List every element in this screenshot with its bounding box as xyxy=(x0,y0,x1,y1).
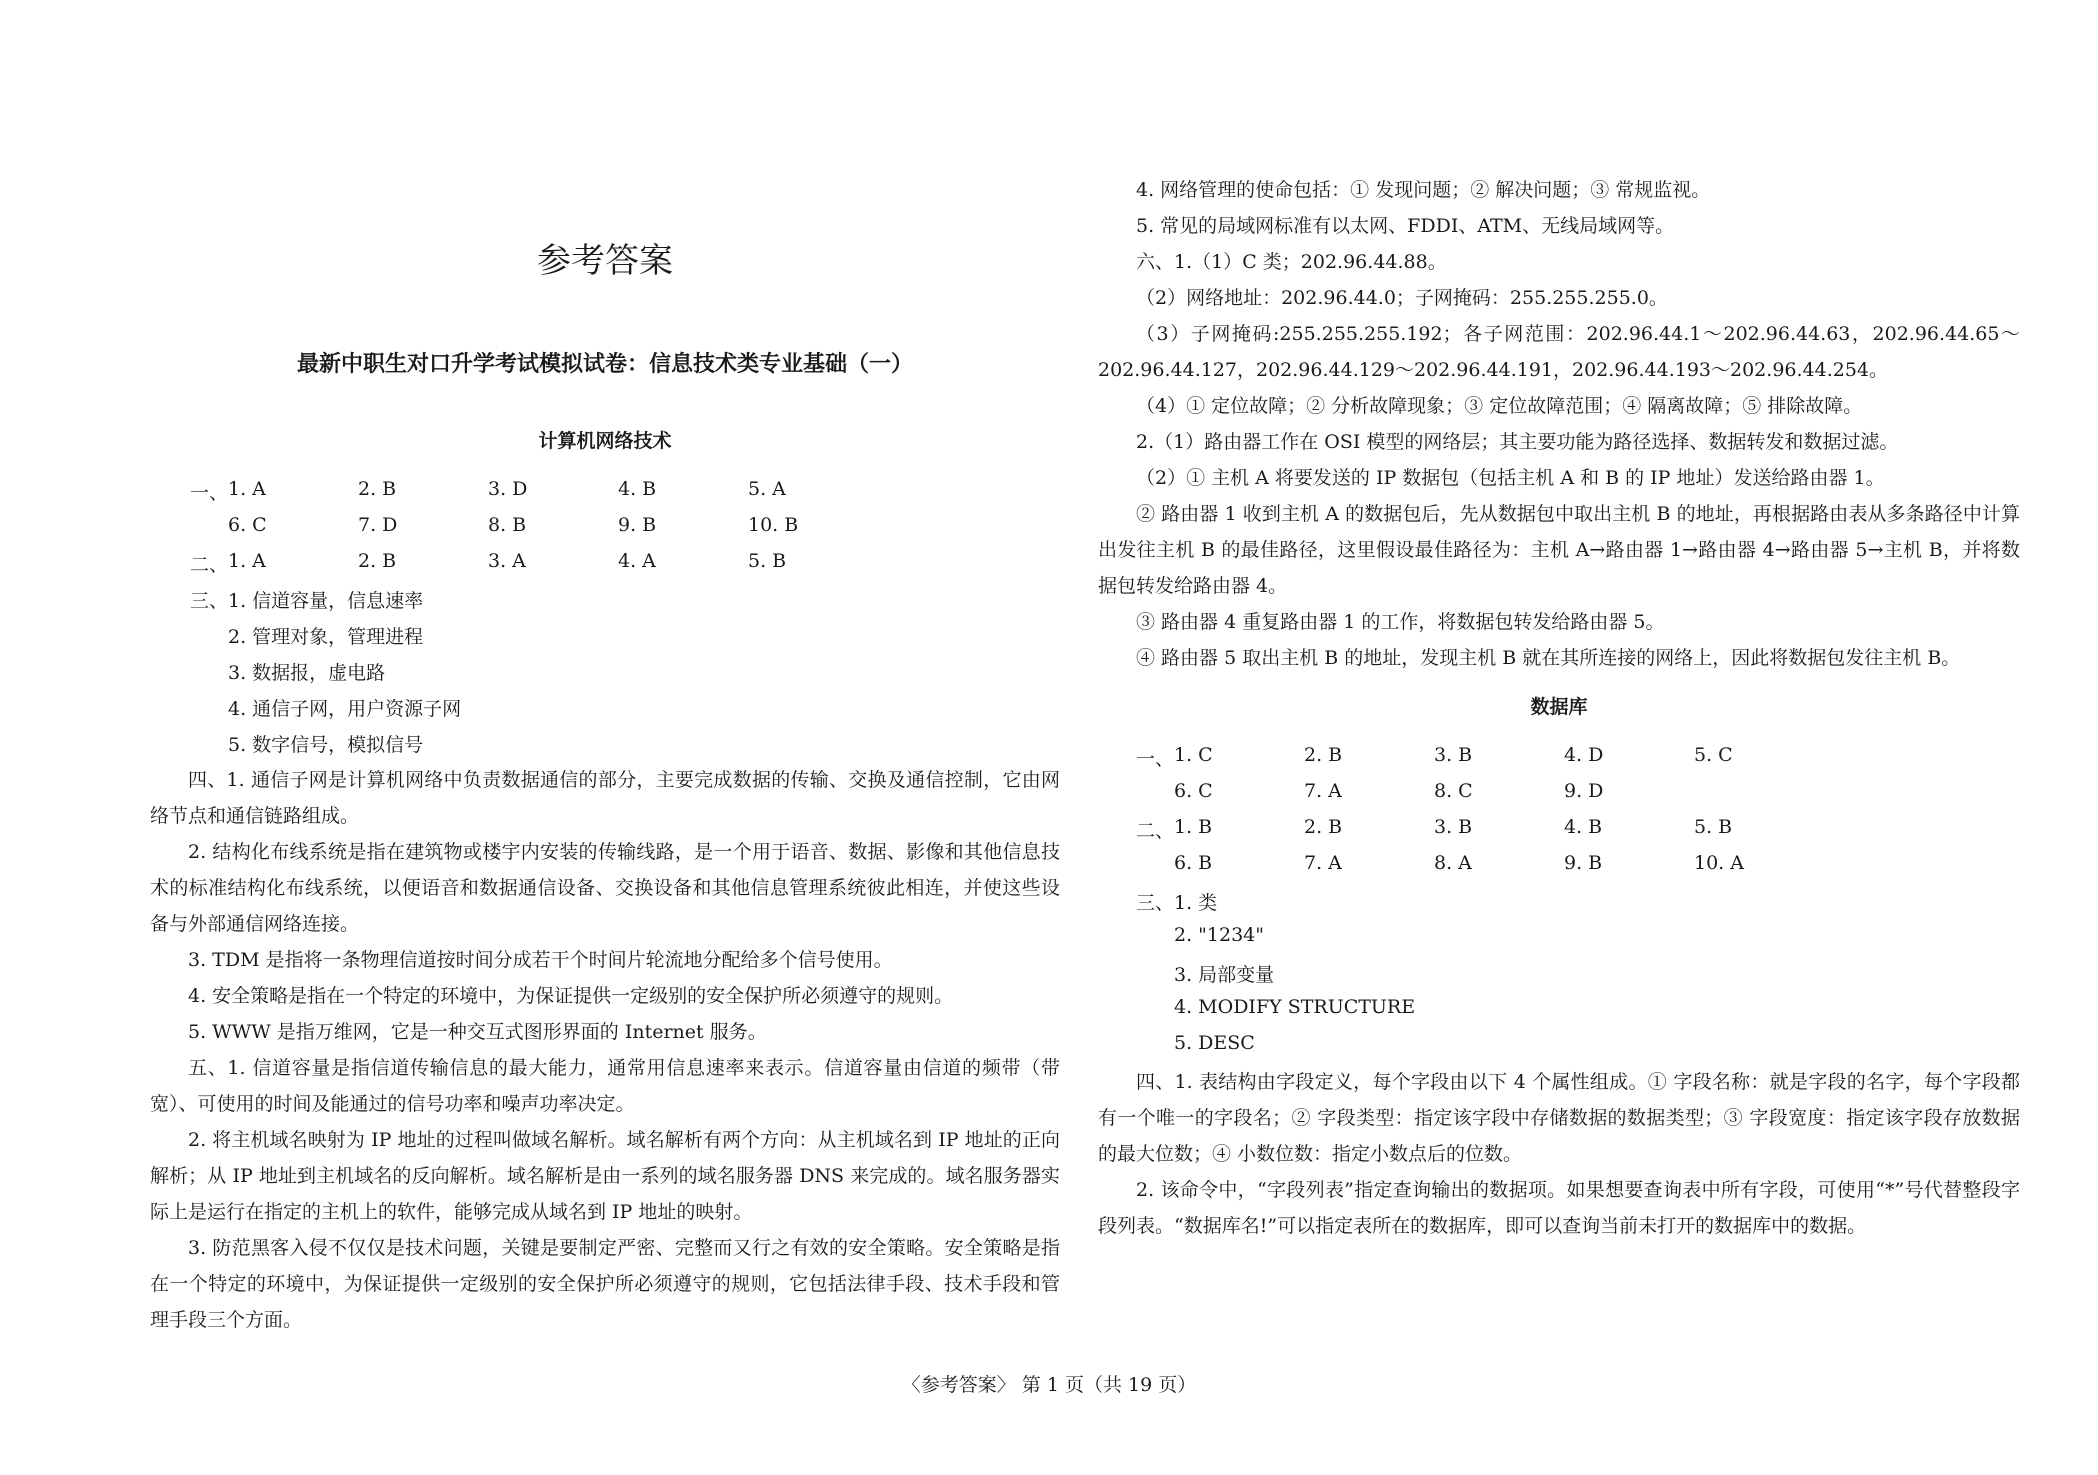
answer: 10. B xyxy=(748,514,799,536)
paragraph: 2.（1）路由器工作在 OSI 模型的网络层；其主要功能为路径选择、数据转发和数据过滤。 xyxy=(1136,431,1899,453)
fill-answer: 2. "1234" xyxy=(1174,924,1264,946)
paragraph: 四、1. 表结构由字段定义，每个字段由以下 4 个属性组成。① 字段名称：就是字段的名字，每个字段都有一个唯一的字段名；② 字段类型：指定该字段中存储数据的数据类型；③ 字段宽度：指定该字段存放数据的最大位数；④ 小数位数：指定小数点后的位数。 xyxy=(1098,1071,2020,1165)
answer: 6. C xyxy=(228,514,267,536)
paragraph: （4）① 定位故障；② 分析故障现象；③ 定位故障范围；④ 隔离故障；⑤ 排除故障。 xyxy=(1136,395,1863,417)
answer: 4. B xyxy=(1564,816,1603,838)
paragraph: （2）① 主机 A 将要发送的 IP 数据包（包括主机 A 和 B 的 IP 地址）发送给路由器 1。 xyxy=(1136,467,1885,489)
page-title: 参考答案 xyxy=(537,241,673,281)
paragraph: 5. 常见的局域网标准有以太网、FDDI、ATM、无线局域网等。 xyxy=(1136,215,1675,237)
answer: 4. D xyxy=(1564,744,1604,766)
answer: 3. D xyxy=(488,478,528,500)
paragraph: 4. 安全策略是指在一个特定的环境中，为保证提供一定级别的安全保护所必须遵守的规则。 xyxy=(188,985,954,1007)
answer: 7. D xyxy=(358,514,398,536)
answer: 1. B xyxy=(1174,816,1213,838)
paragraph: 3. TDM 是指将一条物理信道按时间分成若干个时间片轮流地分配给多个信号使用。 xyxy=(188,949,893,971)
fill-answer: 3. 数据报，虚电路 xyxy=(228,662,386,684)
answer: 5. A xyxy=(748,478,786,500)
fill-prefix: 三、 xyxy=(1136,892,1175,914)
paragraph: 2. 将主机域名映射为 IP 地址的过程叫做域名解析。域名解析有两个方向：从主机域名到 IP 地址的正向解析；从 IP 地址到主机域名的反向解析。域名解析是由一系列的域名服务器 DNS 来完成的。域名服务器实际上是运行在指定的主机上的软件，能够完成从域名到 IP 地址的映射。 xyxy=(150,1129,1060,1223)
exam-title: 最新中职生对口升学考试模拟试卷：信息技术类专业基础（一） xyxy=(296,352,913,377)
fill-answer: 5. 数字信号，模拟信号 xyxy=(228,734,424,756)
answer: 8. C xyxy=(1434,780,1473,802)
paragraph: 四、1. 通信子网是计算机网络中负责数据通信的部分，主要完成数据的传输、交换及通信控制，它由网络节点和通信链路组成。 xyxy=(150,769,1060,827)
section-heading-database: 数据库 xyxy=(1530,696,1588,718)
answer: 6. B xyxy=(1174,852,1213,874)
answer: 2. B xyxy=(358,478,397,500)
paragraph: ③ 路由器 4 重复路由器 1 的工作，将数据包转发给路由器 5。 xyxy=(1136,611,1665,633)
paragraph: ② 路由器 1 收到主机 A 的数据包后，先从数据包中取出主机 B 的地址，再根据路由表从多条路径中计算出发往主机 B 的最佳路径，这里假设最佳路径为：主机 A→路由器 1→路由器 4→路由器 5→主机 B，并将数据包转发给路由器 4。 xyxy=(1098,503,2020,597)
answer: 3. A xyxy=(488,550,526,572)
answer: 5. B xyxy=(748,550,787,572)
answer: 1. C xyxy=(1174,744,1213,766)
fill-answer: 2. 管理对象，管理进程 xyxy=(228,626,424,648)
answer: 4. B xyxy=(618,478,657,500)
network-short-answers xyxy=(150,762,1060,1338)
fill-answer: 4. 通信子网，用户资源子网 xyxy=(228,698,462,720)
answer: 7. A xyxy=(1304,852,1342,874)
section-heading-network: 计算机网络技术 xyxy=(538,430,672,452)
answer: 5. B xyxy=(1694,816,1733,838)
answer: 3. B xyxy=(1434,816,1473,838)
fill-answer: 5. DESC xyxy=(1174,1032,1255,1054)
answer: 7. A xyxy=(1304,780,1342,802)
paragraph: 5. WWW 是指万维网，它是一种交互式图形界面的 Internet 服务。 xyxy=(188,1021,767,1043)
fill-answer: 4. MODIFY STRUCTURE xyxy=(1174,996,1416,1018)
paragraph: ④ 路由器 5 取出主机 B 的地址，发现主机 B 就在其所连接的网络上，因此将数据包发往主机 B。 xyxy=(1136,647,1961,669)
answer: 10. A xyxy=(1694,852,1744,874)
database-short-answers xyxy=(1098,1064,2020,1244)
answer: 2. B xyxy=(358,550,397,572)
answer: 4. A xyxy=(618,550,656,572)
answer: 2. B xyxy=(1304,816,1343,838)
answer: 9. D xyxy=(1564,780,1604,802)
answer: 9. B xyxy=(618,514,657,536)
answer: 3. B xyxy=(1434,744,1473,766)
fill-answer: 1. 类 xyxy=(1174,892,1218,914)
network-continued xyxy=(1098,172,2020,676)
answer: 8. B xyxy=(488,514,527,536)
paragraph: 五、1. 信道容量是指信道传输信息的最大能力，通常用信息速率来表示。信道容量由信道的频带（带宽）、可使用的时间及能通过的信号功率和噪声功率决定。 xyxy=(150,1057,1060,1115)
mc2-prefix: 二、 xyxy=(1136,820,1175,842)
paragraph: （3）子网掩码:255.255.255.192；各子网范围：202.96.44.1～202.96.44.63，202.96.44.65～202.96.44.127，202.96.44.129～202.96.44.191，202.96.44.193～202.96.44.254。 xyxy=(1098,323,2020,381)
answer: 1. A xyxy=(228,478,266,500)
page-footer: 〈参考答案〉 第 1 页（共 19 页） xyxy=(901,1374,1197,1396)
fill-prefix: 三、 xyxy=(190,590,229,612)
answer: 5. C xyxy=(1694,744,1733,766)
mc1-prefix: 一、 xyxy=(1136,748,1175,770)
fill-answer: 1. 信道容量，信息速率 xyxy=(228,590,424,612)
paragraph: 2. 该命令中，“字段列表”指定查询输出的数据项。如果想要查询表中所有字段，可使用“*”号代替整段字段列表。“数据库名!”可以指定表所在的数据库，即可以查询当前未打开的数据库中的数据。 xyxy=(1098,1179,2020,1237)
answer: 2. B xyxy=(1304,744,1343,766)
fill-answer: 3. 局部变量 xyxy=(1174,964,1275,986)
mc2-prefix: 二、 xyxy=(190,554,229,576)
answer: 1. A xyxy=(228,550,266,572)
paragraph: 3. 防范黑客入侵不仅仅是技术问题，关键是要制定严密、完整而又行之有效的安全策略。安全策略是指在一个特定的环境中，为保证提供一定级别的安全保护所必须遵守的规则，它包括法律手段、技术手段和管理手段三个方面。 xyxy=(150,1237,1060,1331)
paragraph: 六、1.（1）C 类；202.96.44.88。 xyxy=(1136,251,1447,273)
answer: 9. B xyxy=(1564,852,1603,874)
answer: 6. C xyxy=(1174,780,1213,802)
mc1-prefix: 一、 xyxy=(190,482,229,504)
paragraph: 2. 结构化布线系统是指在建筑物或楼宇内安装的传输线路，是一个用于语音、数据、影像和其他信息技术的标准结构化布线系统，以便语音和数据通信设备、交换设备和其他信息管理系统彼此相连，并使这些设备与外部通信网络连接。 xyxy=(150,841,1060,935)
paragraph: 4. 网络管理的使命包括：① 发现问题；② 解决问题；③ 常规监视。 xyxy=(1136,179,1711,201)
paragraph: （2）网络地址：202.96.44.0；子网掩码：255.255.255.0。 xyxy=(1136,287,1668,309)
answer: 8. A xyxy=(1434,852,1472,874)
